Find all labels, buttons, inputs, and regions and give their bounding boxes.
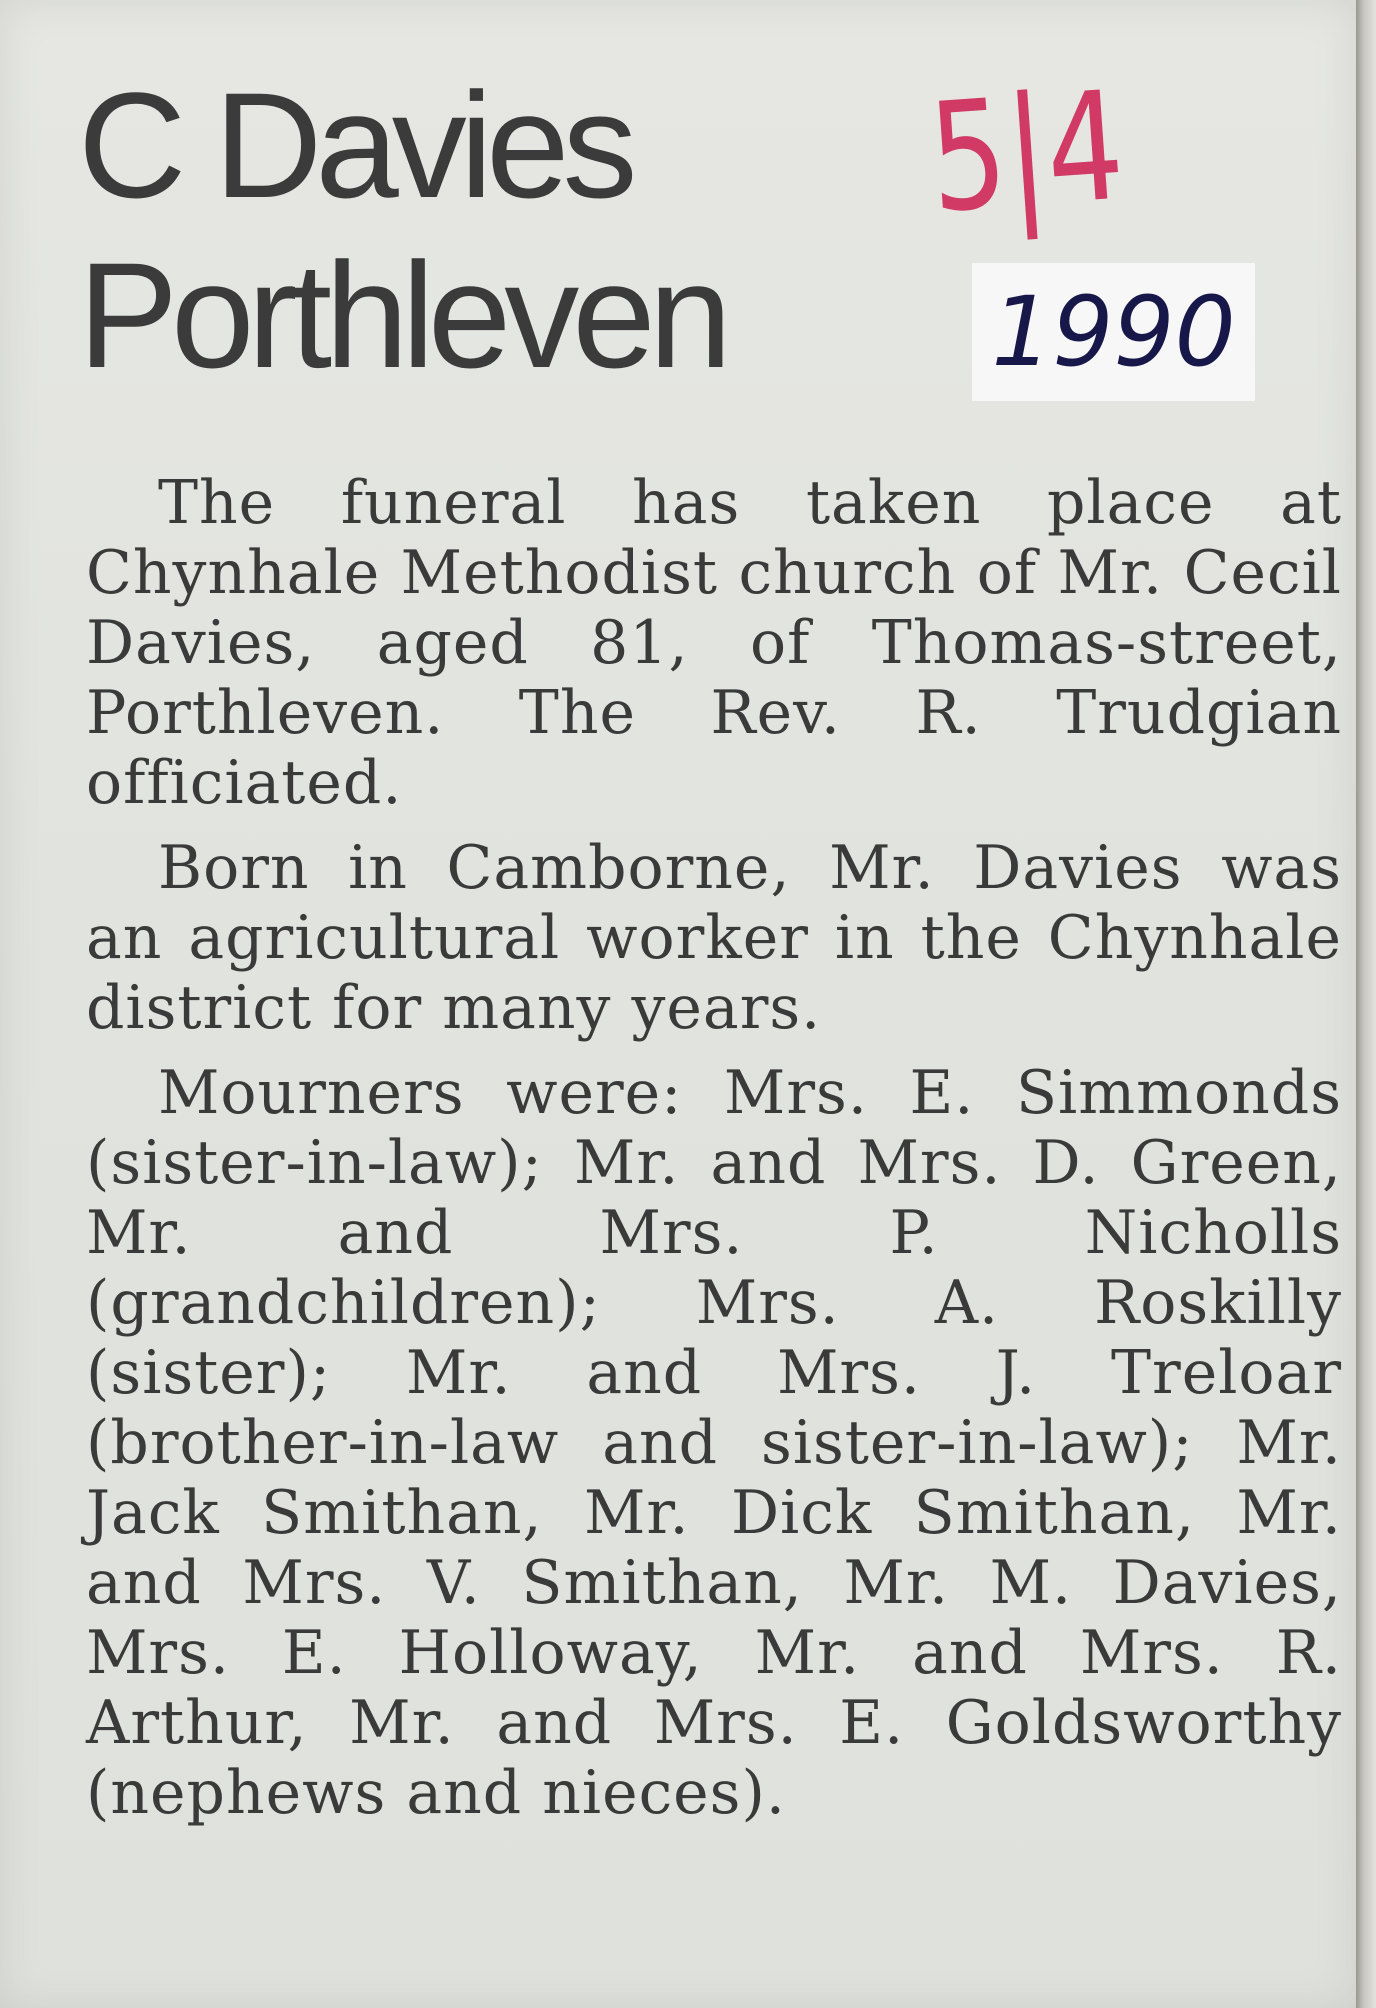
paragraph-funeral: The funeral has taken place at Chynhale Methodist church of Mr. Cecil Davies, aged 81, of Thomas-street, Porthleven. The Rev. R. Trudgian officiated. bbox=[86, 468, 1342, 818]
clipping-edge-shadow bbox=[1356, 0, 1376, 2008]
paragraph-mourners: Mourners were: Mrs. E. Simmonds (sister-in-law); Mr. and Mrs. D. Green, Mr. and Mrs. P. Nicholls (grandchildren); Mrs. A. Roskilly (sister); Mr. and Mrs. J. Treloar (brother-in-law and sister-in-law); Mr. Jack Smithan, Mr. Dick Smithan, Mr. and Mrs. V. Smithan, Mr. M. Davies, Mrs. E. Holloway, Mr. and Mrs. R. Arthur, Mr. and Mrs. E. Goldsworthy (nephews and nieces). bbox=[86, 1058, 1342, 1828]
paragraph-biography: Born in Camborne, Mr. Davies was an agricultural worker in the Chynhale district for many years. bbox=[86, 833, 1342, 1043]
headline bbox=[78, 60, 725, 400]
year-label: 1990 bbox=[991, 276, 1236, 388]
handwritten-date: 5|4 bbox=[924, 59, 1129, 247]
year-label-box bbox=[972, 263, 1255, 401]
headline-name: C Davies bbox=[78, 61, 631, 229]
obituary-body bbox=[86, 468, 1342, 1843]
headline-place: Porthleven bbox=[78, 231, 726, 399]
